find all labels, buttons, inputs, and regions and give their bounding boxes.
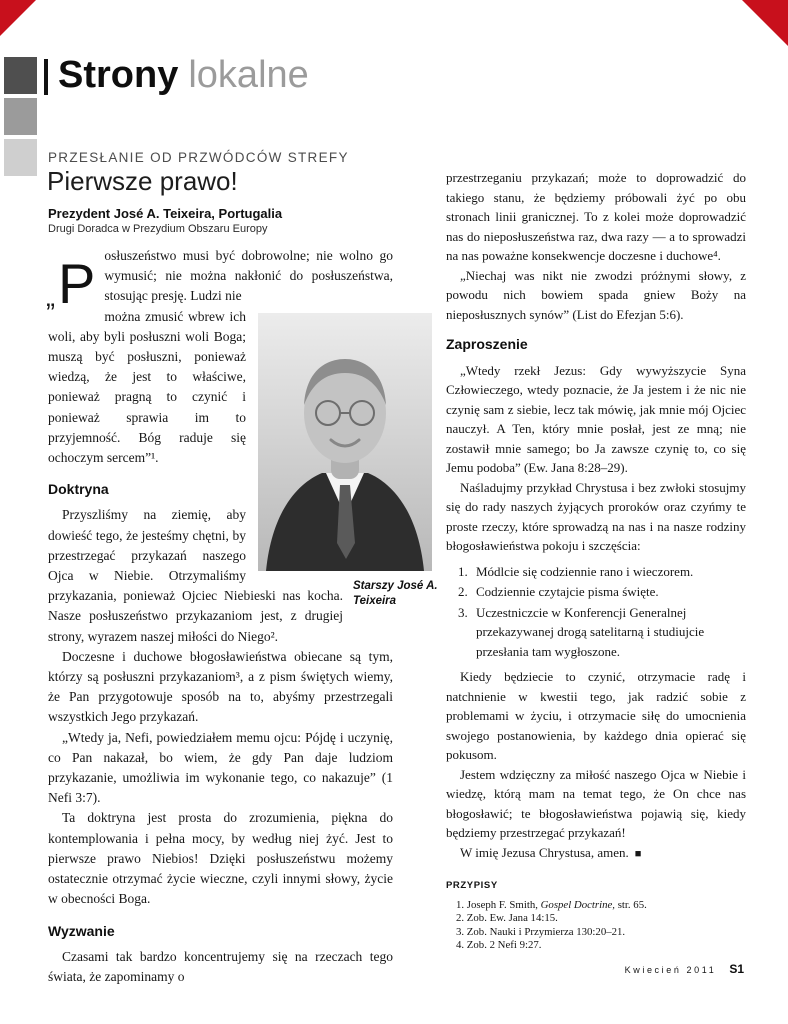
lead-paragraph-continued: można zmusić wbrew ich woli, aby byli posłuszni woli Boga; muszą być posłuszni, ponieważ wiedzą, że jest to właściwe, ponieważ pragną to czynić i ponieważ sprawia im to przyjemność. Bóg raduje się ochoczym sercem”¹.	[48, 308, 246, 466]
list-item-text: Uczestniczcie w Konferencji Generalnej przekazywanej drogą satelitarną i studiujcie przesłania tam wygłoszone.	[476, 604, 705, 659]
doktryna-paragraph-4: Ta doktryna jest prosta do zrozumienia, piękna do kontemplowania i pełna mocy, by według niej żyć. Jest to pierwsze prawo Niebios! Dzięki posłuszeństwu możemy ostatecznie otrzymać życie wieczne, czyli innymi słowy, życie w obecności Boga.	[48, 810, 393, 907]
section-heading-doktryna: Doktryna	[48, 481, 109, 498]
footnote-1-title: Gospel Doctrine,	[540, 898, 615, 911]
zaproszenie-paragraph-3: Kiedy będziecie to czynić, otrzymacie radę i natchnienie w kwestii tego, jak radzić sobie z problemami w życiu, i otrzymacie siłę do umocnienia swojego postanowienia, by każdego dnia opierać się pokusom.	[446, 669, 746, 762]
numbered-list	[446, 562, 746, 662]
left-column	[46, 246, 438, 987]
quote-paragraph-ephesians: „Niechaj was nikt nie zwodzi próżnymi słowy, z powodu nich bowiem spada gniew Boży na nieposłusznych synów” (List do Efezjan 5:6).	[446, 267, 746, 322]
section-heading-zaproszenie: Zaproszenie	[446, 336, 528, 352]
portrait-photo	[258, 313, 393, 571]
masthead	[44, 56, 309, 96]
footnote-1-page: str. 65.	[615, 898, 647, 911]
byline-role: Drugi Doradca w Prezydium Obszaru Europy	[48, 223, 268, 235]
section-kicker: PRZESŁANIE OD PRZWÓDCÓW STREFY	[48, 150, 349, 165]
masthead-title-bold: Strony	[58, 54, 179, 96]
drop-cap-letter: P	[58, 252, 96, 316]
footnote-2: 2. Zob. Ew. Jana 14:15.	[456, 912, 558, 924]
corner-accent-top-right	[742, 0, 788, 46]
side-tab-square-medium	[4, 98, 37, 135]
list-item-number: 3.	[458, 604, 468, 620]
footnotes	[446, 876, 746, 953]
side-tab-square-light	[4, 139, 37, 176]
list-item-text: Módlcie się codziennie rano i wieczorem.	[476, 563, 694, 579]
list-item-number: 2.	[458, 584, 468, 599]
photo-caption-line2: Teixeira	[353, 594, 397, 607]
doktryna-paragraph-2: Doczesne i duchowe błogosławieństwa obiecane są tym, którzy są posłuszni przykazaniom³, a z pism świętych wiemy, że Pan przygotowuje sposób na to, abyśmy przestrzegali wszystkich Jego przykazań.	[48, 648, 393, 725]
list-item-number: 1.	[458, 563, 468, 579]
article-title: Pierwsze prawo!	[47, 166, 238, 196]
side-tab-square-dark	[4, 57, 37, 94]
footer-page-number: S1	[729, 962, 744, 976]
lead-text: osłuszeństwo musi być dobrowolne; nie wolno go wymusić; nie można nakłonić do posłuszeństwa, stosując presję. Ludzi nie	[104, 248, 393, 304]
closing-text: W imię Jezusa Chrystusa, amen.	[460, 844, 629, 860]
end-mark: ■	[634, 847, 642, 860]
footnote-3: 3. Zob. Nauki i Przymierza 130:20–21.	[456, 925, 626, 938]
doktryna-paragraph-1: Przyszliśmy na ziemię, aby dowieść tego, że jesteśmy chętni, by przestrzegać przykazań naszego Ojca w Niebie. Otrzymaliśmy przykazania, ponieważ Ojciec Niebieski nas kocha. Nasze posłuszeństwo przykazaniom jest, z drugiej strony, wyrazem naszej miłości do Niego².	[48, 507, 343, 644]
footnote-4: 4. Zob. 2 Nefi 9:27.	[456, 939, 542, 951]
photo-caption-line1: Starszy José A.	[353, 579, 438, 592]
right-column	[446, 168, 746, 953]
masthead-title-light: lokalne	[188, 54, 309, 96]
section-heading-wyzwanie: Wyzwanie	[48, 922, 115, 939]
footnote-1	[446, 899, 746, 913]
lead-paragraph	[46, 246, 393, 316]
byline-author: Prezydent José A. Teixeira, Portugalia	[48, 206, 283, 221]
wyzwanie-paragraph-continued: przestrzeganiu przykazań; może to doprowadzić do takiego stanu, że będziemy próbowali żyć po obu stronach linii granicznej. To z kolei może doprowadzić nas do nieposłuszeństwa raz, dwa razy — a to sprowadzi na nas poważne konsekwencje doczesne i duchowe⁴.	[446, 170, 746, 263]
doktryna-paragraph-3: „Wtedy ja, Nefi, powiedziałem memu ojcu: Pójdę i uczynię, co Pan nakazał, bo wiem, że gdy Pan daje ludziom przykazanie, umożliwia im wykonanie tego, co nakazuje” (1 Nefi 3:7).	[48, 729, 393, 806]
drop-cap	[46, 249, 96, 316]
wyzwanie-paragraph-1: Czasami tak bardzo koncentrujemy się na rzeczach tego świata, że zapominamy o	[48, 948, 393, 984]
footer-issue-date: Kwiecień 2011	[624, 965, 717, 975]
portrait-photo-image	[258, 313, 432, 571]
zaproszenie-paragraph-4: Jestem wdzięczny za miłość naszego Ojca w Niebie i wiedzę, którą mam na temat tego, że On chce nas błogosławić; te błogosławieństwa pojawią się, kiedy będziemy przestrzegać przykazań!	[446, 766, 746, 840]
list-item-text: Codziennie czytajcie pisma święte.	[476, 584, 659, 599]
drop-cap-quote: „	[46, 282, 55, 312]
zaproszenie-paragraph-1: „Wtedy rzekł Jezus: Gdy wywyższycie Syna Człowieczego, wtedy poznacie, że Ja jestem i że nic nie czynię sam z siebie, lecz tak mówię, jak mnie mój Ojciec nauczył. A Ten, który mnie posłał, jest ze mną; nie zostawił mnie samego; bo Ja zawsze czynię to, co się Jemu podoba” (Ew. Jana 8:28–29).	[446, 362, 746, 475]
zaproszenie-paragraph-2: Naśladujmy przykład Chrystusa i bez zwłoki stosujmy się do rady naszych żyjących proroków oraz czyńmy te proste rzeczy, które sprowadzą na nas i na nasze rodziny błogosławieństwa pokoju i szczęścia:	[446, 479, 746, 553]
photo-caption	[351, 579, 438, 617]
list-item	[446, 603, 746, 662]
corner-accent-top-left	[0, 0, 36, 36]
list-item	[446, 582, 746, 602]
closing-line	[446, 843, 746, 865]
masthead-rule	[44, 59, 48, 95]
footnote-1-text: 1. Joseph F. Smith,	[456, 898, 541, 911]
list-item	[446, 562, 746, 582]
page-footer	[625, 962, 744, 976]
footnotes-heading: PRZYPISY	[446, 880, 498, 891]
